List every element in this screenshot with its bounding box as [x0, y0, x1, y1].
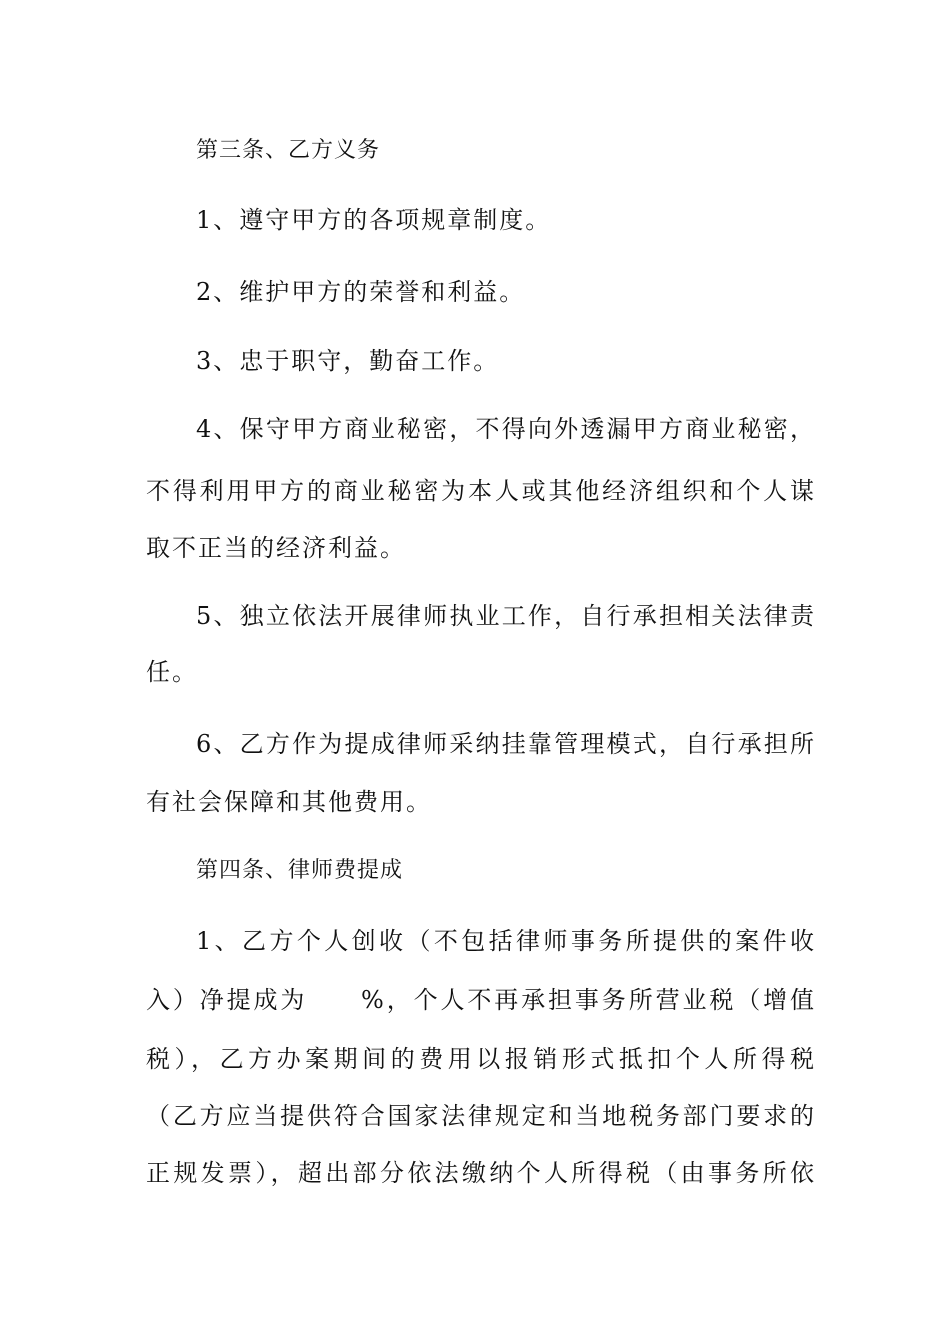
clause-text: 任。: [146, 658, 198, 686]
clause-text: 5、独立依法开展律师执业工作，自行承担相关法律责: [196, 602, 814, 630]
article-4-heading: 第四条、律师费提成: [196, 858, 404, 883]
clause-text: 2、维护甲方的荣誉和利益。: [196, 278, 526, 306]
clause-text: 6、乙方作为提成律师采纳挂靠管理模式，自行承担所: [196, 730, 814, 758]
clause-text: 1、乙方个人创收（不包括律师事务所提供的案件收: [196, 927, 814, 955]
clause-text: （乙方应当提供符合国家法律规定和当地税务部门要求的: [146, 1102, 814, 1130]
clause-text: 不得利用甲方的商业秘密为本人或其他经济组织和个人谋: [146, 477, 814, 505]
clause-text: 取不正当的经济利益。: [146, 534, 406, 562]
clause-text: 1、遵守甲方的各项规章制度。: [196, 206, 552, 234]
clause-text: 3、忠于职守，勤奋工作。: [196, 347, 500, 375]
clause-text: 4、保守甲方商业秘密，不得向外透漏甲方商业秘密，: [196, 415, 814, 443]
clause-text: 税），乙方办案期间的费用以报销形式抵扣个人所得税: [146, 1045, 814, 1073]
article-3-heading: 第三条、乙方义务: [196, 138, 381, 163]
clause-text: 入）净提成为 %，个人不再承担事务所营业税（增值: [146, 986, 814, 1014]
clause-text: 正规发票），超出部分依法缴纳个人所得税（由事务所依: [146, 1159, 814, 1187]
clause-text: 有社会保障和其他费用。: [146, 788, 432, 816]
